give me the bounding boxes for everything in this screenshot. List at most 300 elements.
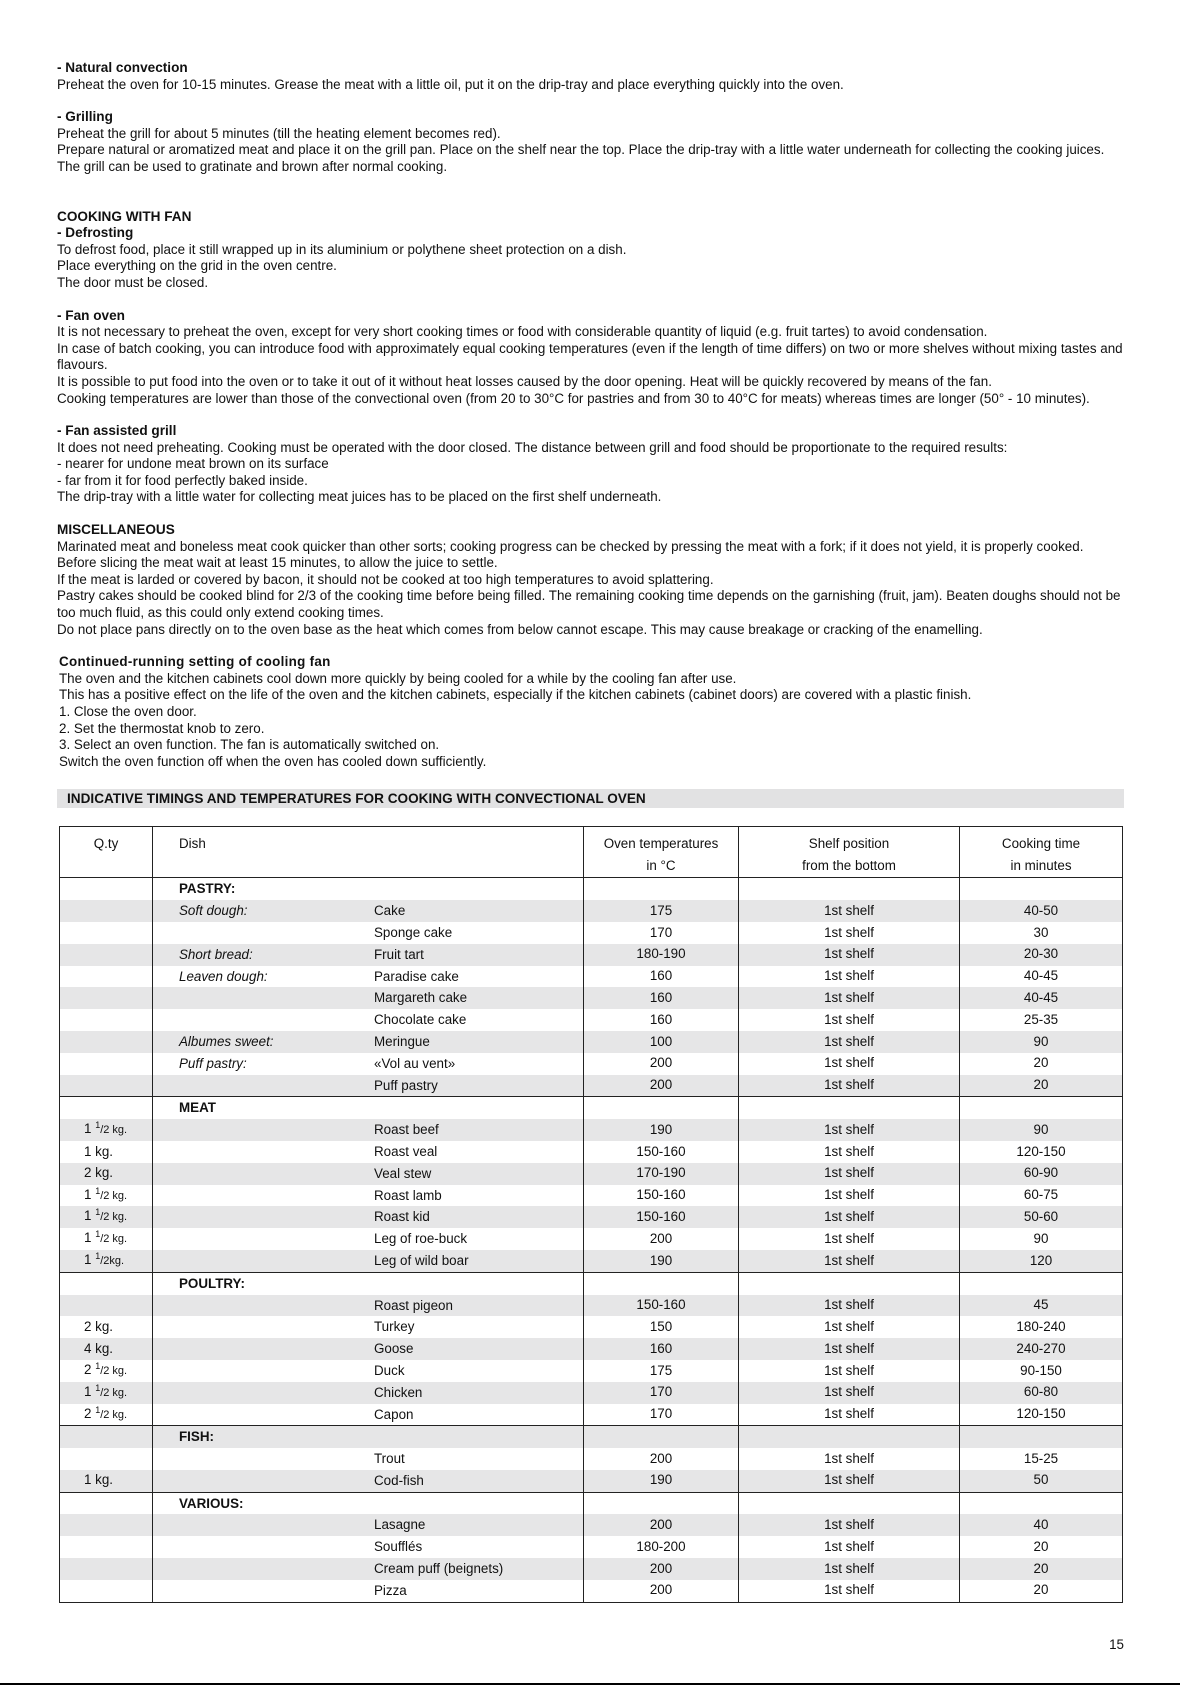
paragraph-line: Do not place pans directly on to the oven base as the heat which comes from below cannot escape. This may cause breakage or cracking of the enamelling.	[57, 621, 983, 637]
cooling-fan-line: This has a positive effect on the life of the oven and the kitchen cabinets, especially if the kitchen cabinets (cabinet doors) are covered with a plastic finish.	[59, 687, 972, 703]
cell-qty	[60, 1295, 153, 1317]
qty-unit: /2kg.	[100, 1255, 125, 1268]
cell-qty: 1 kg.	[60, 1470, 153, 1492]
cell-shelf: 1st shelf	[739, 900, 960, 922]
dish-name: Leg of roe-buck	[374, 1231, 468, 1247]
cell-time: 120-150	[960, 1404, 1123, 1426]
cell-temp	[584, 1272, 739, 1294]
dish-name: Roast kid	[374, 1209, 430, 1225]
page-number: 15	[1109, 1637, 1124, 1652]
cell-time	[960, 1492, 1123, 1514]
cell-qty	[60, 1536, 153, 1558]
cell-time	[960, 1426, 1123, 1448]
header-temp: Oven temperatures in °C	[584, 827, 739, 878]
cell-qty	[60, 987, 153, 1009]
qty-unit: /2 kg.	[100, 1189, 128, 1202]
paragraph-line: Cooking temperatures are lower than those of the convectional oven (from 20 to 30°C for pastries and from 30 to 40°C for meats) whereas times are longer (50° - 10 minutes).	[57, 390, 1090, 406]
dish-name: Soufflés	[374, 1539, 423, 1555]
cell-qty	[60, 878, 153, 900]
paragraph-line: The grill can be used to gratinate and brown after normal cooking.	[57, 158, 448, 174]
dish-name: Cream puff (beignets)	[374, 1561, 504, 1577]
qty-whole: 1	[84, 1121, 92, 1137]
cell-time: 90	[960, 1031, 1123, 1053]
cell-time: 60-80	[960, 1382, 1123, 1404]
cell-time: 120	[960, 1250, 1123, 1272]
dish-category: Leaven dough:	[179, 968, 268, 984]
section-heading: - Defrosting	[57, 225, 134, 241]
section-3	[57, 308, 1124, 408]
cell-dish	[153, 1382, 584, 1404]
cell-temp: 170-190	[584, 1163, 739, 1185]
cell-dish	[153, 944, 584, 966]
cell-shelf: 1st shelf	[739, 1295, 960, 1317]
dish-name: «Vol au vent»	[374, 1055, 456, 1071]
document-page	[57, 60, 1124, 1603]
cell-temp: 160	[584, 1009, 739, 1031]
cell-dish	[153, 1514, 584, 1536]
cell-temp: 190	[584, 1470, 739, 1492]
paragraph-line: It does not need preheating. Cooking must be operated with the door closed. The distance between grill and food should be proportionate to the required results:	[57, 439, 1008, 455]
table-row	[60, 1404, 1123, 1426]
table-row	[60, 1250, 1123, 1272]
section-4	[57, 423, 1124, 506]
cell-temp	[584, 1097, 739, 1119]
cell-dish	[153, 1426, 584, 1448]
cell-shelf: 1st shelf	[739, 1360, 960, 1382]
cell-shelf	[739, 1492, 960, 1514]
spacer	[57, 292, 1124, 308]
cell-shelf: 1st shelf	[739, 1338, 960, 1360]
table-section-label: MEAT	[179, 1100, 216, 1116]
table-header-row	[60, 827, 1123, 878]
table-row	[60, 987, 1123, 1009]
cell-shelf: 1st shelf	[739, 1558, 960, 1580]
cooling-fan-line: Switch the oven function off when the oven has cooled down sufficiently.	[59, 753, 487, 769]
table-row	[60, 1580, 1123, 1602]
cell-shelf: 1st shelf	[739, 1009, 960, 1031]
table-row	[60, 966, 1123, 988]
paragraph-line: To defrost food, place it still wrapped up in its aluminium or polythene sheet protection on a dish.	[57, 241, 627, 257]
cell-shelf: 1st shelf	[739, 1448, 960, 1470]
cell-qty	[60, 1382, 153, 1404]
cooling-fan-line: 2. Set the thermostat knob to zero.	[59, 720, 265, 736]
section-5	[57, 522, 1124, 638]
section-main-heading: COOKING WITH FAN	[57, 208, 192, 224]
cell-temp	[584, 1426, 739, 1448]
cell-qty	[60, 922, 153, 944]
paragraph-line: If the meat is larded or covered by bacon, it should not be cooked at too high temperatures to avoid splattering.	[57, 571, 714, 587]
table-section-row	[60, 1272, 1123, 1294]
qty-fraction: 1	[95, 1229, 101, 1240]
cell-time	[960, 1272, 1123, 1294]
cell-shelf: 1st shelf	[739, 922, 960, 944]
cell-shelf: 1st shelf	[739, 1119, 960, 1141]
cell-dish	[153, 1206, 584, 1228]
cell-shelf: 1st shelf	[739, 1404, 960, 1426]
table-row	[60, 1206, 1123, 1228]
cell-temp: 100	[584, 1031, 739, 1053]
qty-whole: 2	[84, 1362, 92, 1377]
cell-qty	[60, 900, 153, 922]
cell-dish	[153, 987, 584, 1009]
qty-fraction: 1	[95, 1361, 101, 1371]
dish-name: Roast veal	[374, 1143, 438, 1159]
table-title: INDICATIVE TIMINGS AND TEMPERATURES FOR COOKING WITH CONVECTIONAL OVEN	[57, 789, 1124, 808]
cell-qty	[60, 1053, 153, 1075]
cell-shelf: 1st shelf	[739, 1316, 960, 1338]
qty-whole: 1	[84, 1230, 92, 1246]
dish-name: Cake	[374, 903, 406, 919]
table-body	[60, 878, 1123, 1602]
dish-name: Roast lamb	[374, 1187, 442, 1203]
cell-qty	[60, 1206, 153, 1228]
table-section-row	[60, 878, 1123, 900]
cell-dish	[153, 922, 584, 944]
dish-category: Puff pastry:	[179, 1055, 247, 1071]
cell-qty	[60, 1119, 153, 1141]
cell-qty	[60, 1558, 153, 1580]
qty-whole: 1	[84, 1252, 92, 1268]
cell-dish	[153, 1250, 584, 1272]
paragraph-line: The drip-tray with a little water for collecting meat juices has to be placed on the first shelf underneath.	[57, 489, 662, 505]
qty-unit: /2 kg.	[100, 1233, 128, 1246]
cell-temp: 160	[584, 1338, 739, 1360]
dish-name: Paradise cake	[374, 968, 459, 984]
dish-name: Margareth cake	[374, 990, 468, 1006]
table-row	[60, 1228, 1123, 1250]
cell-qty	[60, 1097, 153, 1119]
cell-temp: 180-190	[584, 944, 739, 966]
cell-shelf: 1st shelf	[739, 1185, 960, 1207]
cell-dish	[153, 1185, 584, 1207]
table-row	[60, 1295, 1123, 1317]
table-section-label: PASTRY:	[179, 881, 236, 897]
cell-dish	[153, 1470, 584, 1492]
cell-temp: 190	[584, 1119, 739, 1141]
cell-qty	[60, 1492, 153, 1514]
qty-whole: 2	[84, 1405, 92, 1421]
cell-time: 120-150	[960, 1141, 1123, 1163]
cell-time: 40	[960, 1514, 1123, 1536]
cell-dish	[153, 1075, 584, 1097]
qty-whole: 1	[84, 1208, 92, 1224]
cell-shelf: 1st shelf	[739, 1580, 960, 1602]
cell-qty	[60, 1580, 153, 1602]
qty-unit: /2 kg.	[100, 1124, 128, 1137]
cell-temp: 200	[584, 1448, 739, 1470]
table-section-row	[60, 1492, 1123, 1514]
cell-time: 60-90	[960, 1163, 1123, 1185]
paragraph-line: Preheat the grill for about 5 minutes (till the heating element becomes red).	[57, 125, 501, 141]
section-heading: - Grilling	[57, 109, 113, 125]
cell-temp: 170	[584, 922, 739, 944]
header-shelf: Shelf position from the bottom	[739, 827, 960, 878]
cell-dish	[153, 966, 584, 988]
paragraph-line: Prepare natural or aromatized meat and place it on the grill pan. Place on the shelf near the top. Place the drip-tray with a little water underneath for collecting the cooking juices.	[57, 142, 1105, 158]
table-row	[60, 1075, 1123, 1097]
cell-dish	[153, 1338, 584, 1360]
qty-unit: /2 kg.	[100, 1408, 128, 1421]
cell-temp: 200	[584, 1075, 739, 1097]
spacer	[57, 407, 1124, 423]
cell-temp: 150-160	[584, 1206, 739, 1228]
section-heading: - Fan assisted grill	[57, 423, 177, 439]
cell-time: 90-150	[960, 1360, 1123, 1382]
qty-fraction: 1	[95, 1207, 101, 1218]
cooling-fan-line: 1. Close the oven door.	[59, 704, 197, 719]
cell-time: 20	[960, 1075, 1123, 1097]
cell-time: 15-25	[960, 1448, 1123, 1470]
table-row	[60, 1514, 1123, 1536]
cell-dish	[153, 1536, 584, 1558]
paragraph-line: - nearer for undone meat brown on its surface	[57, 456, 329, 472]
cell-temp: 190	[584, 1250, 739, 1272]
dish-name: Cod-fish	[374, 1472, 424, 1488]
cell-time: 90	[960, 1119, 1123, 1141]
text-sections	[57, 60, 1124, 638]
cell-shelf: 1st shelf	[739, 1141, 960, 1163]
paragraph-line: Marinated meat and boneless meat cook quicker than other sorts; cooking progress can be checked by pressing the meat with a fork; if it does not yield, it is properly cooked. Before slicing the meat wait at least 15 minutes, to allow the juice to settle.	[57, 538, 1084, 571]
table-section-label: VARIOUS:	[179, 1495, 244, 1511]
table-section-row	[60, 1426, 1123, 1448]
cell-qty	[60, 1360, 153, 1382]
cell-dish	[153, 1360, 584, 1382]
dish-category: Soft dough:	[179, 903, 248, 919]
spacer	[57, 93, 1124, 109]
cell-shelf: 1st shelf	[739, 987, 960, 1009]
cell-qty	[60, 1185, 153, 1207]
cell-temp	[584, 878, 739, 900]
cell-qty	[60, 1448, 153, 1470]
table-row	[60, 1360, 1123, 1382]
header-qty: Q.ty	[60, 827, 153, 878]
spacer	[57, 638, 1124, 654]
cell-shelf	[739, 878, 960, 900]
dish-name: Chicken	[374, 1384, 423, 1400]
dish-name: Roast pigeon	[374, 1297, 453, 1313]
cooling-fan-line: 3. Select an oven function. The fan is automatically switched on.	[59, 737, 440, 753]
cell-qty	[60, 1031, 153, 1053]
cell-qty: 4 kg.	[60, 1338, 153, 1360]
paragraph-line: Place everything on the grid in the oven centre.	[57, 258, 337, 274]
paragraph-line: The door must be closed.	[57, 274, 209, 290]
cell-dish	[153, 1492, 584, 1514]
cell-temp: 150-160	[584, 1141, 739, 1163]
cell-shelf: 1st shelf	[739, 1536, 960, 1558]
cell-shelf: 1st shelf	[739, 1075, 960, 1097]
dish-name: Lasagne	[374, 1517, 426, 1533]
cell-temp: 150-160	[584, 1295, 739, 1317]
section-heading: - Fan oven	[57, 307, 125, 323]
table-row	[60, 1558, 1123, 1580]
cell-temp: 200	[584, 1514, 739, 1536]
table-row	[60, 944, 1123, 966]
cell-time: 240-270	[960, 1338, 1123, 1360]
cell-time	[960, 878, 1123, 900]
cell-qty	[60, 1426, 153, 1448]
cell-dish	[153, 878, 584, 900]
cell-qty	[60, 966, 153, 988]
dish-name: Meringue	[374, 1033, 430, 1049]
dish-name: Duck	[374, 1362, 405, 1378]
dish-name: Turkey	[374, 1319, 415, 1335]
table-row	[60, 1163, 1123, 1185]
cell-temp: 200	[584, 1053, 739, 1075]
qty-unit: /2 kg.	[100, 1365, 128, 1377]
cell-qty: 1 kg.	[60, 1141, 153, 1163]
cell-temp: 150	[584, 1316, 739, 1338]
table-section-label: FISH:	[179, 1429, 214, 1445]
cell-time: 20	[960, 1558, 1123, 1580]
cell-qty	[60, 944, 153, 966]
cell-temp: 170	[584, 1404, 739, 1426]
cell-time: 90	[960, 1228, 1123, 1250]
table-row	[60, 1053, 1123, 1075]
paragraph-line: - far from it for food perfectly baked inside.	[57, 472, 308, 488]
cell-shelf: 1st shelf	[739, 1053, 960, 1075]
cell-qty: 2 kg.	[60, 1163, 153, 1185]
qty-fraction: 1	[95, 1404, 101, 1415]
cell-temp	[584, 1492, 739, 1514]
cell-qty: 2 kg.	[60, 1316, 153, 1338]
cell-time: 40-45	[960, 966, 1123, 988]
table-row	[60, 1009, 1123, 1031]
cell-temp: 200	[584, 1580, 739, 1602]
table-row	[60, 1338, 1123, 1360]
cooling-fan-section	[57, 654, 1124, 770]
cell-shelf: 1st shelf	[739, 966, 960, 988]
table-row	[60, 1119, 1123, 1141]
cooling-fan-title: Continued-running setting of cooling fan	[59, 654, 331, 670]
table-row	[60, 1141, 1123, 1163]
cell-dish	[153, 1009, 584, 1031]
cell-temp: 200	[584, 1228, 739, 1250]
cell-shelf: 1st shelf	[739, 1228, 960, 1250]
header-dish: Dish	[153, 827, 584, 878]
table-row	[60, 1316, 1123, 1338]
cell-dish	[153, 1272, 584, 1294]
cooking-table	[59, 826, 1123, 1602]
cell-temp: 160	[584, 987, 739, 1009]
cell-temp: 150-160	[584, 1185, 739, 1207]
paragraph-line: It is possible to put food into the oven or to take it out of it without heat losses caused by the door opening. Heat will be quickly recovered by means of the fan.	[57, 373, 992, 389]
cell-time: 40-50	[960, 900, 1123, 922]
cell-qty	[60, 1272, 153, 1294]
cell-time: 20	[960, 1053, 1123, 1075]
cell-dish	[153, 1119, 584, 1141]
paragraph-line: Pastry cakes should be cooked blind for 2/3 of the cooking time before being filled. The remaining cooking time depends on the garnishing (fruit, jam). Beaten doughs should not be too much fluid, as this could only extend cooking times.	[57, 588, 1121, 621]
cell-dish	[153, 1141, 584, 1163]
header-time: Cooking time in minutes	[960, 827, 1123, 878]
table-row	[60, 900, 1123, 922]
cell-shelf	[739, 1426, 960, 1448]
cell-dish	[153, 1448, 584, 1470]
cell-time: 20-30	[960, 944, 1123, 966]
section-1	[57, 109, 1124, 175]
dish-name: Roast beef	[374, 1122, 439, 1138]
cooling-fan-line: The oven and the kitchen cabinets cool down more quickly by being cooled for a while by the cooling fan after use.	[59, 670, 737, 686]
table-row	[60, 1031, 1123, 1053]
dish-name: Leg of wild boar	[374, 1252, 469, 1268]
cell-temp: 170	[584, 1382, 739, 1404]
cell-dish	[153, 1097, 584, 1119]
cell-dish	[153, 1295, 584, 1317]
cell-time: 30	[960, 922, 1123, 944]
dish-category: Albumes sweet:	[179, 1033, 274, 1049]
cell-shelf	[739, 1097, 960, 1119]
qty-unit: /2 kg.	[100, 1211, 128, 1224]
cell-shelf: 1st shelf	[739, 1382, 960, 1404]
qty-whole: 1	[84, 1383, 92, 1399]
table-section-label: POULTRY:	[179, 1275, 245, 1291]
cell-time: 50	[960, 1470, 1123, 1492]
cooling-fan-lines	[59, 671, 1124, 771]
qty-fraction: 1	[95, 1382, 101, 1393]
qty-fraction: 1	[95, 1120, 101, 1131]
cell-shelf: 1st shelf	[739, 944, 960, 966]
table-row	[60, 1448, 1123, 1470]
table-row	[60, 1470, 1123, 1492]
section-0	[57, 60, 1124, 93]
qty-fraction: 1	[95, 1251, 101, 1262]
paragraph-line: Preheat the oven for 10-15 minutes. Grease the meat with a little oil, put it on the drip-tray and place everything quickly into the oven.	[57, 76, 844, 92]
cell-temp: 180-200	[584, 1536, 739, 1558]
qty-unit: /2 kg.	[100, 1386, 128, 1399]
cell-dish	[153, 1580, 584, 1602]
cell-time: 20	[960, 1536, 1123, 1558]
table-row	[60, 1382, 1123, 1404]
dish-name: Fruit tart	[374, 946, 424, 962]
cell-dish	[153, 1228, 584, 1250]
qty-whole: 1	[84, 1186, 92, 1202]
cell-shelf: 1st shelf	[739, 1470, 960, 1492]
dish-name: Veal stew	[374, 1165, 432, 1181]
cell-dish	[153, 1163, 584, 1185]
dish-name: Goose	[374, 1341, 414, 1357]
cell-dish	[153, 1558, 584, 1580]
dish-category: Short bread:	[179, 946, 253, 962]
section-heading: - Natural convection	[57, 60, 188, 75]
cell-temp: 175	[584, 1360, 739, 1382]
cell-dish	[153, 1316, 584, 1338]
cell-time: 40-45	[960, 987, 1123, 1009]
cell-dish	[153, 1053, 584, 1075]
cell-temp: 200	[584, 1558, 739, 1580]
cell-time: 25-35	[960, 1009, 1123, 1031]
table-row	[60, 1536, 1123, 1558]
cell-shelf: 1st shelf	[739, 1250, 960, 1272]
cell-qty	[60, 1075, 153, 1097]
cell-time: 50-60	[960, 1206, 1123, 1228]
dish-name: Trout	[374, 1451, 405, 1467]
cell-qty	[60, 1009, 153, 1031]
cell-dish	[153, 1404, 584, 1426]
table-row	[60, 1185, 1123, 1207]
cell-qty	[60, 1404, 153, 1426]
section-heading: MISCELLANEOUS	[57, 522, 175, 538]
cell-dish	[153, 900, 584, 922]
dish-name: Capon	[374, 1406, 414, 1422]
dish-name: Chocolate cake	[374, 1012, 467, 1028]
cell-shelf: 1st shelf	[739, 1163, 960, 1185]
cell-shelf: 1st shelf	[739, 1514, 960, 1536]
cell-shelf: 1st shelf	[739, 1031, 960, 1053]
qty-fraction: 1	[95, 1185, 101, 1196]
cell-time: 60-75	[960, 1185, 1123, 1207]
spacer	[57, 176, 1124, 209]
paragraph-line: It is not necessary to preheat the oven, except for very short cooking times or food with considerable quantity of liquid (e.g. fruit tartes) to avoid condensation.	[57, 324, 988, 340]
paragraph-line: In case of batch cooking, you can introduce food with approximately equal cooking temperatures (even if the length of time differs) on two or more shelves without mixing tastes and flavours.	[57, 340, 1123, 373]
